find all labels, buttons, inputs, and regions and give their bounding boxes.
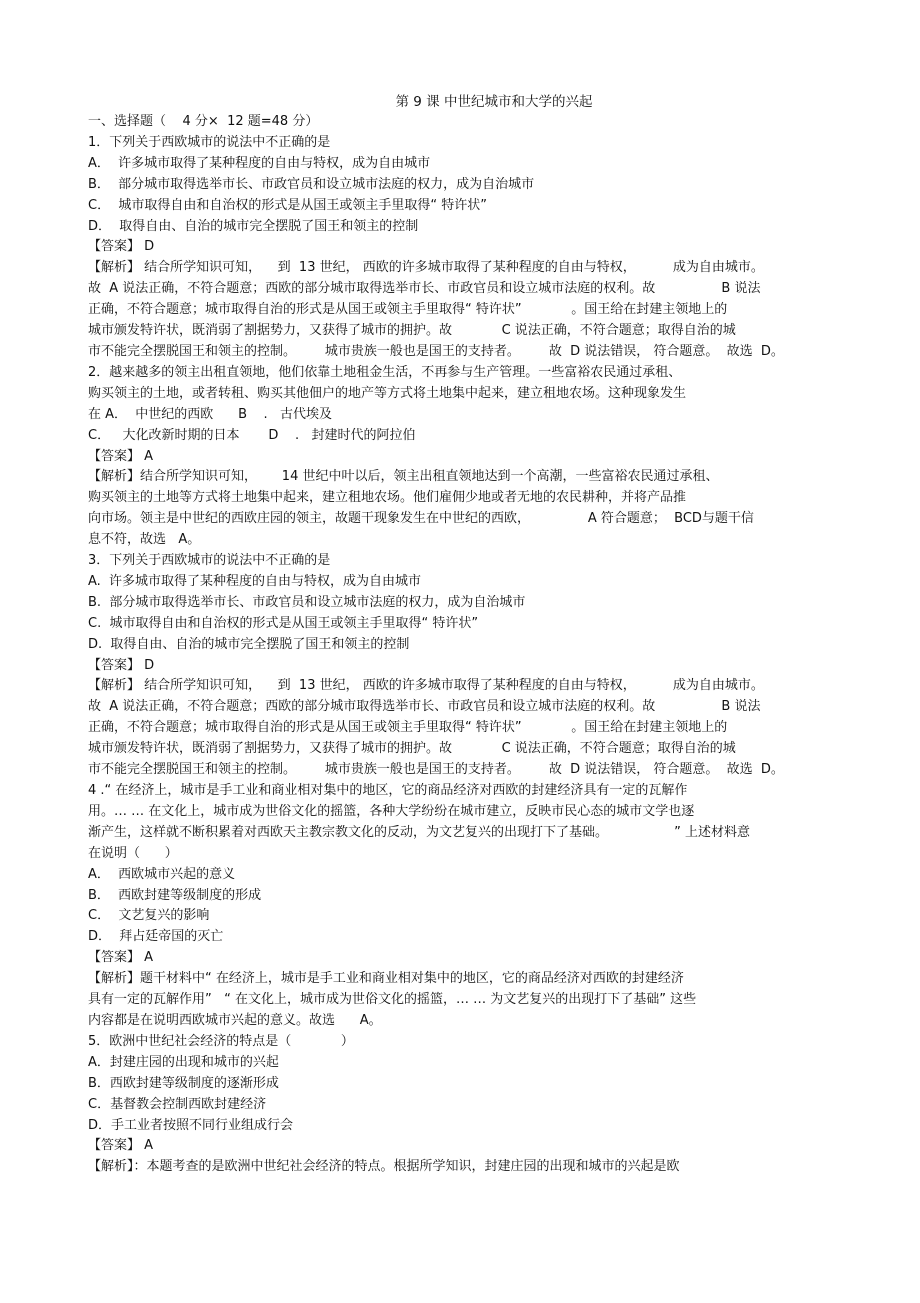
text-line: 市不能完全摆脱国王和领主的控制。 城市贵族一般也是国王的支持者。 故 D 说法错误， 符合题意。 故选 D。 bbox=[88, 762, 784, 778]
document-page bbox=[88, 92, 848, 1178]
text-line: 【答案】 D bbox=[88, 239, 155, 255]
text-line: 在说明（ ） bbox=[88, 845, 178, 861]
text-line: C． 城市取得自由和自治权的形式是从国王或领主手里取得“ 特许状” bbox=[88, 197, 487, 213]
text-line: C． 文艺复兴的影响 bbox=[88, 908, 210, 924]
text-line: 【解析】 结合所学知识可知， 到 13 世纪， 西欧的许多城市取得了某种程度的自由与特权， 成为自由城市。 bbox=[88, 678, 764, 694]
text-line: 1．下列关于西欧城市的说法中不正确的是 bbox=[88, 134, 331, 150]
text-line: A. 许多城市取得了某种程度的自由与特权，成为自由城市 bbox=[88, 573, 422, 589]
text-line: 内容都是在说明西欧城市兴起的意义。故选 A。 bbox=[88, 1012, 382, 1028]
text-line: 故 A 说法正确，不符合题意；西欧的部分城市取得选举市长、市政官员和设立城市法庭的权利。故 B 说法 bbox=[88, 699, 761, 715]
text-line: 正确，不符合题意；城市取得自治的形式是从国王或领主手里取得“ 特许状” 。国王给在封建主领地上的 bbox=[88, 302, 728, 318]
text-line: B. 部分城市取得选举市长、市政官员和设立城市法庭的权力，成为自治城市 bbox=[88, 594, 526, 610]
text-line: 【答案】 A bbox=[88, 950, 154, 966]
text-line: 故 A 说法正确，不符合题意；西欧的部分城市取得选举市长、市政官员和设立城市法庭的权利。故 B 说法 bbox=[88, 281, 761, 297]
document-body bbox=[88, 112, 848, 1178]
text-line: 城市颁发特许状，既消弱了割据势力，又获得了城市的拥护。故 C 说法正确，不符合题意；取得自治的城 bbox=[88, 741, 736, 757]
text-line: 2．越来越多的领主出租直领地，他们依靠土地租金生活，不再参与生产管理。一些富裕农民通过承租、 bbox=[88, 364, 682, 380]
text-line: 市不能完全摆脱国王和领主的控制。 城市贵族一般也是国王的支持者。 故 D 说法错误， 符合题意。 故选 D。 bbox=[88, 343, 784, 359]
text-line: 【答案】 A bbox=[88, 1138, 154, 1154]
text-line: 【解析】结合所学知识可知， 14 世纪中叶以后，领主出租直领地达到一个高潮，一些富裕农民通过承租、 bbox=[88, 469, 719, 485]
text-line: 【答案】 D bbox=[88, 657, 155, 673]
text-line: C. 城市取得自由和自治权的形式是从国王或领主手里取得“ 特许状” bbox=[88, 615, 479, 631]
text-line: 5．欧洲中世纪社会经济的特点是（ ） bbox=[88, 1033, 354, 1049]
text-line: A． 西欧城市兴起的意义 bbox=[88, 866, 236, 882]
text-line: D． 取得自由、自治的城市完全摆脱了国王和领主的控制 bbox=[88, 218, 419, 234]
text-line: 【解析】题干材料中“ 在经济上，城市是手工业和商业相对集中的地区，它的商品经济对西欧的封建经济 bbox=[88, 971, 684, 987]
text-line: D．手工业者按照不同行业组成行会 bbox=[88, 1117, 294, 1133]
text-line: 【答案】 A bbox=[88, 448, 154, 464]
text-line: 3．下列关于西欧城市的说法中不正确的是 bbox=[88, 553, 331, 569]
text-line: C． 大化改新时期的日本 D . 封建时代的阿拉伯 bbox=[88, 427, 416, 443]
text-line: D. 取得自由、自治的城市完全摆脱了国王和领主的控制 bbox=[88, 636, 410, 652]
text-line: D． 拜占廷帝国的灭亡 bbox=[88, 929, 224, 945]
text-line: A．封建庄园的出现和城市的兴起 bbox=[88, 1054, 279, 1070]
text-line: 息不符，故选 A。 bbox=[88, 532, 201, 548]
text-line: 一、选择题（ 4 分× 12 题=48 分） bbox=[88, 114, 319, 129]
text-line: 购买领主的土地等方式将土地集中起来，建立租地农场。他们雇佣少地或者无地的农民耕种，并将产品推 bbox=[88, 490, 687, 506]
text-line: 具有一定的瓦解作用” “ 在文化上，城市成为世俗文化的摇篮，… … 为文艺复兴的出现打下了基础” 这些 bbox=[88, 992, 697, 1008]
text-line: B． 西欧封建等级制度的形成 bbox=[88, 887, 262, 903]
text-line: 城市颁发特许状，既消弱了割据势力，又获得了城市的拥护。故 C 说法正确，不符合题意；取得自治的城 bbox=[88, 323, 736, 339]
text-line: 购买领主的土地，或者转租、购买其他佃户的地产等方式将土地集中起来，建立租地农场。这种现象发生 bbox=[88, 385, 687, 401]
text-line: 正确，不符合题意；城市取得自治的形式是从国王或领主手里取得“ 特许状” 。国王给在封建主领地上的 bbox=[88, 720, 728, 736]
text-line: 4 .“ 在经济上，城市是手工业和商业相对集中的地区，它的商品经济对西欧的封建经济具有一定的瓦解作 bbox=[88, 783, 688, 798]
text-line: 用。… … 在文化上，城市成为世俗文化的摇篮，各种大学纷纷在城市建立，反映市民心态的城市文学也逐 bbox=[88, 803, 695, 819]
text-line: C．基督教会控制西欧封建经济 bbox=[88, 1096, 267, 1112]
text-line: 【解析】：本题考查的是欧洲中世纪社会经济的特点。根据所学知识，封建庄园的出现和城市的兴起是欧 bbox=[88, 1159, 680, 1175]
text-line: 【解析】 结合所学知识可知， 到 13 世纪， 西欧的许多城市取得了某种程度的自由与特权， 成为自由城市。 bbox=[88, 260, 764, 276]
text-line: A． 许多城市取得了某种程度的自由与特权，成为自由城市 bbox=[88, 155, 431, 171]
text-line: B． 部分城市取得选举市长、市政官员和设立城市法庭的权力，成为自治城市 bbox=[88, 176, 535, 192]
text-line: 向市场。领主是中世纪的西欧庄园的领主，故题干现象发生在中世纪的西欧， A 符合题意； BCD与题干信 bbox=[88, 511, 754, 527]
page-title: 第 9 课 中世纪城市和大学的兴起 bbox=[395, 94, 593, 110]
text-line: 渐产生，这样就不断积累着对西欧天主教宗教文化的反动，为文艺复兴的出现打下了基础。 ” 上述材料意 bbox=[88, 824, 750, 840]
text-line: 在 A． 中世纪的西欧 B . 古代埃及 bbox=[88, 406, 333, 422]
text-line: B．西欧封建等级制度的逐渐形成 bbox=[88, 1075, 279, 1091]
